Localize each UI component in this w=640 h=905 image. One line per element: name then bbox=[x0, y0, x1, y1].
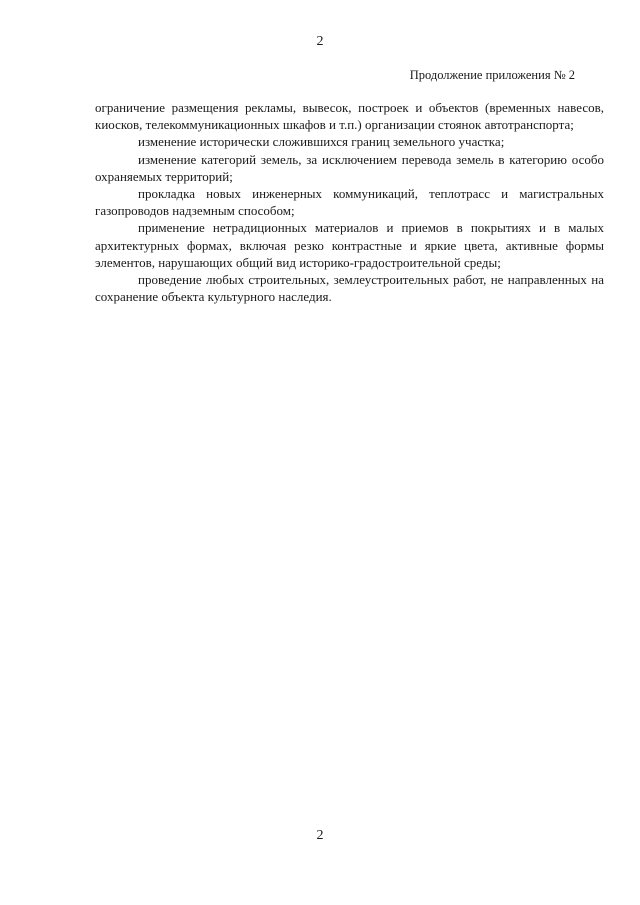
paragraph-land-categories: изменение категорий земель, за исключением перевода земель в категорию особо охраняемых территорий; bbox=[95, 151, 604, 184]
document-body bbox=[95, 99, 604, 305]
page-number-bottom: 2 bbox=[316, 828, 324, 843]
paragraph-advertising-restriction: ограничение размещения рекламы, вывесок, построек и объектов (временных навесов, киосков, телекоммуникационных шкафов и т.п.) организации стоянок автотранспорта; bbox=[95, 100, 604, 133]
paragraph-construction-works: проведение любых строительных, землеустроительных работ, не направленных на сохранение объекта культурного наследия. bbox=[95, 272, 604, 305]
paragraph-engineering-communications: прокладка новых инженерных коммуникаций, теплотрасс и магистральных газопроводов надземным способом; bbox=[95, 186, 604, 219]
page-number-top: 2 bbox=[316, 34, 324, 49]
paragraph-land-boundaries: изменение исторически сложившихся границ земельного участка; bbox=[138, 134, 505, 150]
appendix-continuation-note: Продолжение приложения № 2 bbox=[409, 68, 575, 82]
paragraph-nontraditional-materials: применение нетрадиционных материалов и приемов в покрытиях и в малых архитектурных формах, включая резко контрастные и яркие цвета, активные формы элементов, нарушающих общий вид историко-градостроительной среды; bbox=[95, 220, 604, 270]
